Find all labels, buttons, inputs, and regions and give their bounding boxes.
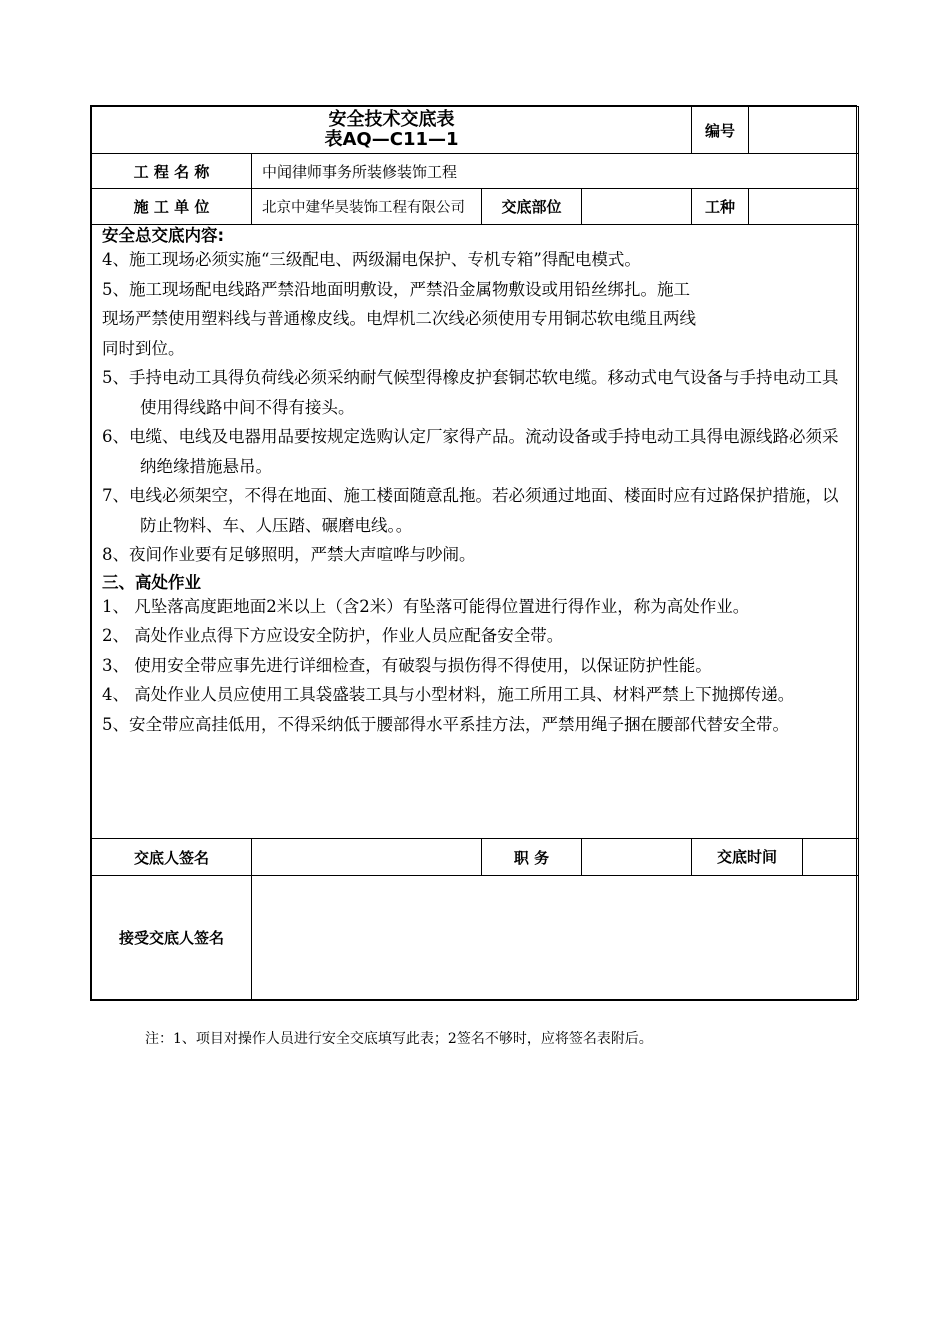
briefing-time-field[interactable]	[803, 839, 858, 875]
location-label: 交底部位	[482, 189, 582, 225]
safety-briefing-form	[90, 105, 857, 1001]
briefer-sign-field[interactable]	[252, 839, 482, 876]
content-item: 2、 高处作业点得下方应设安全防护，作业人员应配备安全带。	[102, 626, 564, 645]
project-name-value: 中闻律师事务所装修装饰工程	[252, 154, 859, 189]
content-item: 1、 凡坠落高度距地面2米以上（含2米）有坠落可能得位置进行得作业，称为高处作业。	[102, 596, 750, 616]
content-item: 4、施工现场必须实施“三级配电、两级漏电保护、专机专箱”得配电模式。	[102, 250, 641, 269]
receiver-sign-label: 接受交底人签名	[92, 876, 252, 1000]
location-field[interactable]	[582, 189, 692, 225]
briefing-content	[92, 225, 859, 839]
form-title: 安全技术交底表	[328, 109, 455, 130]
construction-unit-value: 北京中建华昊装饰工程有限公司	[252, 189, 482, 225]
briefing-time-group	[692, 839, 859, 876]
position-label: 职 务	[482, 839, 582, 876]
content-item: 3、 使用安全带应事先进行详细检查，有破裂与损伤得不得使用，以保证防护性能。	[102, 655, 712, 675]
content-item: 5、施工现场配电线路严禁沿地面明敷设，严禁沿金属物敷设或用铅丝绑扎。施工	[102, 279, 690, 299]
content-item: 7、电线必须架空，不得在地面、施工楼面随意乱拖。若必须通过地面、楼面时应有过路保护措施，以防止物料、车、人压踏、碾磨电线。。	[102, 486, 839, 535]
number-label: 编号	[692, 107, 749, 154]
content-item: 5、安全带应高挂低用，不得采纳低于腰部得水平系挂方法，严禁用绳子捆在腰部代替安全带。	[102, 714, 789, 734]
footnote: 注：1、项目对操作人员进行安全交底填写此表；2签名不够时，应将签名表附后。	[145, 1031, 653, 1047]
form-title-cell	[92, 107, 692, 154]
content-item: 6、电缆、电线及电器用品要按规定选购认定厂家得产品。流动设备或手持电动工具得电源线路必须采纳绝缘措施悬吊。	[102, 427, 839, 476]
number-field[interactable]	[749, 107, 859, 154]
content-item: 4、 高处作业人员应使用工具袋盛装工具与小型材料，施工所用工具、材料严禁上下抛掷传递。	[102, 685, 795, 704]
section-heading: 三、高处作业	[102, 572, 201, 592]
trade-field[interactable]	[749, 189, 859, 225]
receiver-sign-field[interactable]	[252, 876, 859, 1000]
briefer-sign-label: 交底人签名	[92, 839, 252, 876]
form-code: 表AQ—C11—1	[324, 129, 459, 150]
briefing-time-label: 交底时间	[692, 839, 803, 875]
project-name-label: 工 程 名 称	[92, 154, 252, 189]
content-item: 同时到位。	[102, 338, 185, 358]
content-item: 现场严禁使用塑料线与普通橡皮线。电焊机二次线必须使用专用铜芯软电缆且两线	[102, 309, 696, 328]
form-table	[91, 106, 859, 1000]
content-item: 5、手持电动工具得负荷线必须采纳耐气候型得橡皮护套铜芯软电缆。移动式电气设备与手持电动工具使用得线路中间不得有接头。	[102, 368, 839, 417]
trade-label: 工种	[692, 189, 749, 225]
construction-unit-label: 施 工 单 位	[92, 189, 252, 225]
content-item: 8、夜间作业要有足够照明，严禁大声喧哗与吵闹。	[102, 545, 476, 564]
content-heading: 安全总交底内容:	[102, 226, 225, 245]
position-field[interactable]	[582, 839, 692, 876]
